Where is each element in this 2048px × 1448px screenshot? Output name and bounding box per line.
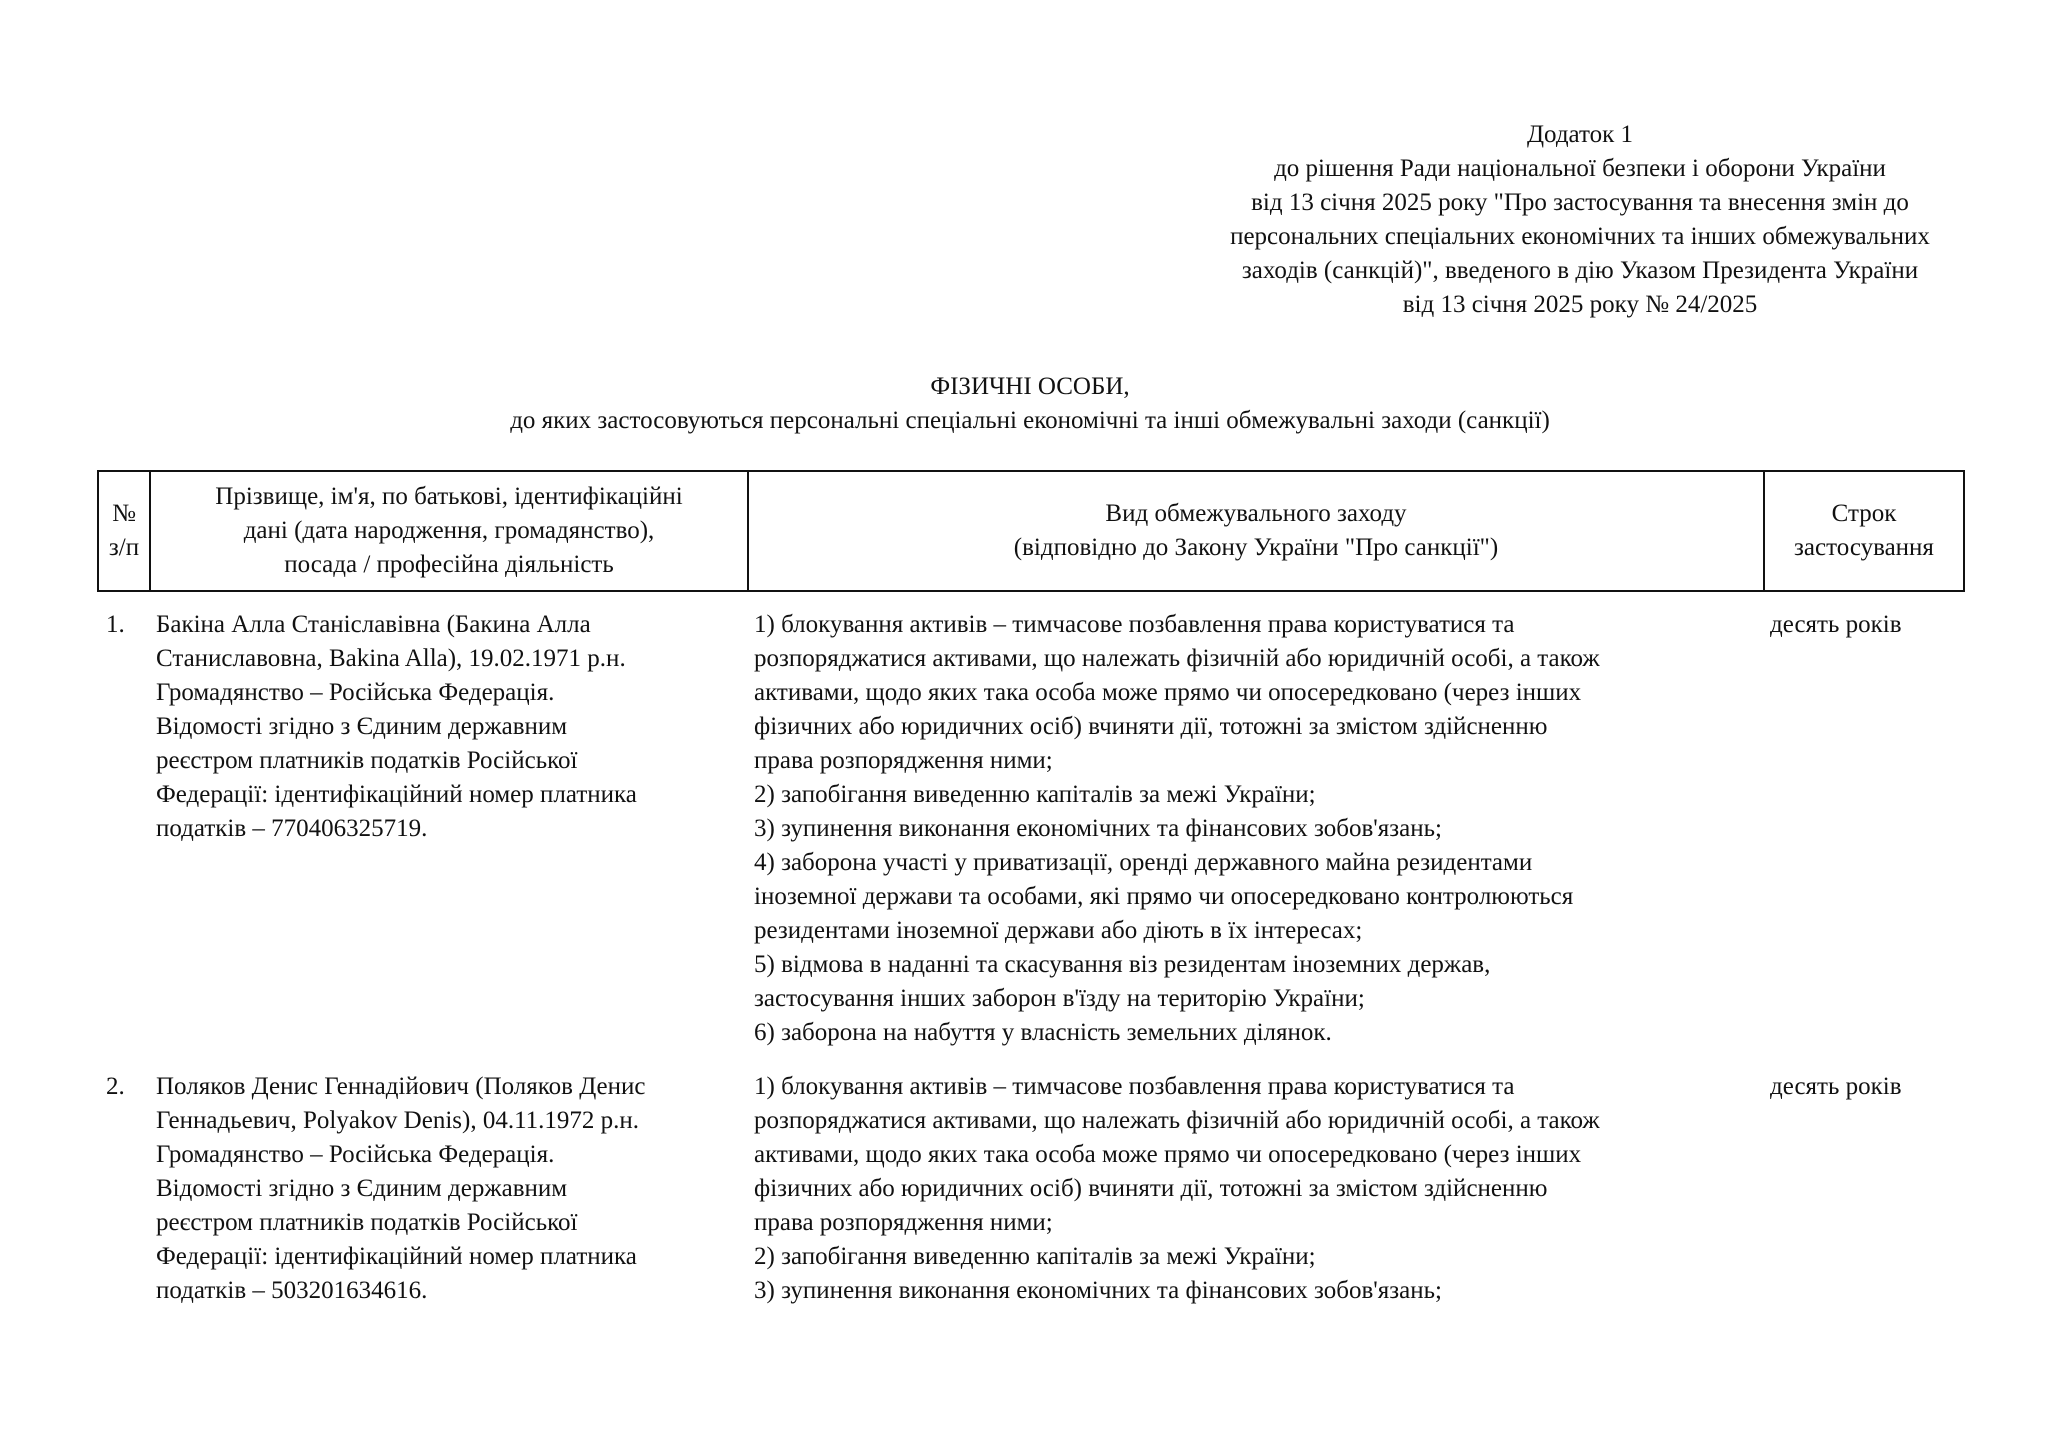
row-number: 2.: [106, 1073, 125, 1100]
annex-line: персональних спеціальних економічних та інших обмежувальних: [1230, 223, 1930, 250]
annex-line: до рішення Ради національної безпеки і оборони України: [1274, 155, 1886, 182]
annex-line: від 13 січня 2025 року № 24/2025: [1402, 291, 1758, 318]
header-measure: Вид обмежувального заходу (відповідно до Закону України "Про санкції"): [748, 471, 1764, 591]
measure-list: 1) блокування активів – тимчасове позбавлення права користуватися та розпоряджатися активами, що належать фізичній або юридичній особі, а також активами, щодо яких така особа може прямо чи опосередковано (через інших фізичних або юридичних осіб) вчиняти дії, тотожні за змістом здійсненню права розпорядження ними; 2) запобігання виведенню капіталів за межі України; 3) зупинення виконання економічних та фінансових зобов'язань;: [754, 1073, 1600, 1304]
table-header: [97, 470, 1965, 592]
table-row: [97, 1070, 1963, 1308]
title-subheading: до яких застосовуються персональні спеціальні економічні та інші обмежувальні заходи (санкції): [510, 407, 1550, 434]
document-title: [100, 370, 1960, 438]
annex-line: заходів (санкцій)", введеного в дію Указом Президента України: [1241, 257, 1919, 284]
header-term: Строк застосування: [1764, 471, 1964, 591]
measure-list: 1) блокування активів – тимчасове позбавлення права користуватися та розпоряджатися активами, що належать фізичній або юридичній особі, а також активами, щодо яких така особа може прямо чи опосередковано (через інших фізичних або юридичних осіб) вчиняти дії, тотожні за змістом здійсненню права розпорядження ними; 2) запобігання виведенню капіталів за межі України; 3) зупинення виконання економічних та фінансових зобов'язань; 4) заборона участі у приватизації, оренді державного майна резидентами іноземної держави та особами, які прямо чи опосередковано контролюються резидентами іноземної держави або діють в їх інтересах; 5) відмова в наданні та скасування віз резидентам іноземних держав, застосування інших заборон в'їзду на територію України; 6) заборона на набуття у власність земельних ділянок.: [754, 611, 1600, 1046]
row-spacer: [97, 1050, 1963, 1070]
person-details: Поляков Денис Геннадійович (Поляков Денис Геннадьевич, Polyakov Denis), 04.11.1972 р.н. Громадянство – Російська Федерація. Відомості згідно з Єдиним державним реєстром платників податків Російської Федерації: ідентифікаційний номер платника податків – 503201634616.: [156, 1073, 646, 1304]
annex-header: [1080, 118, 2048, 322]
row-number: 1.: [106, 611, 125, 638]
annex-line: від 13 січня 2025 року "Про застосування та внесення змін до: [1251, 189, 1909, 216]
sanctions-table-body: [97, 608, 1963, 1308]
table-row: [97, 608, 1963, 1050]
person-details: Бакіна Алла Станіславівна (Бакина Алла Станиславовна, Bakina Alla), 19.02.1971 р.н. Громадянство – Російська Федерація. Відомості згідно з Єдиним державним реєстром платників податків Російської Федерації: ідентифікаційний номер платника податків – 770406325719.: [156, 611, 637, 842]
annex-line: Додаток 1: [1527, 121, 1633, 148]
term-value: десять років: [1770, 611, 1902, 638]
header-person: Прізвище, ім'я, по батькові, ідентифікаційні дані (дата народження, громадянство), посада / професійна діяльність: [150, 471, 748, 591]
title-heading: ФІЗИЧНІ ОСОБИ,: [930, 373, 1130, 400]
term-value: десять років: [1770, 1073, 1902, 1100]
header-number: № з/п: [98, 471, 150, 591]
